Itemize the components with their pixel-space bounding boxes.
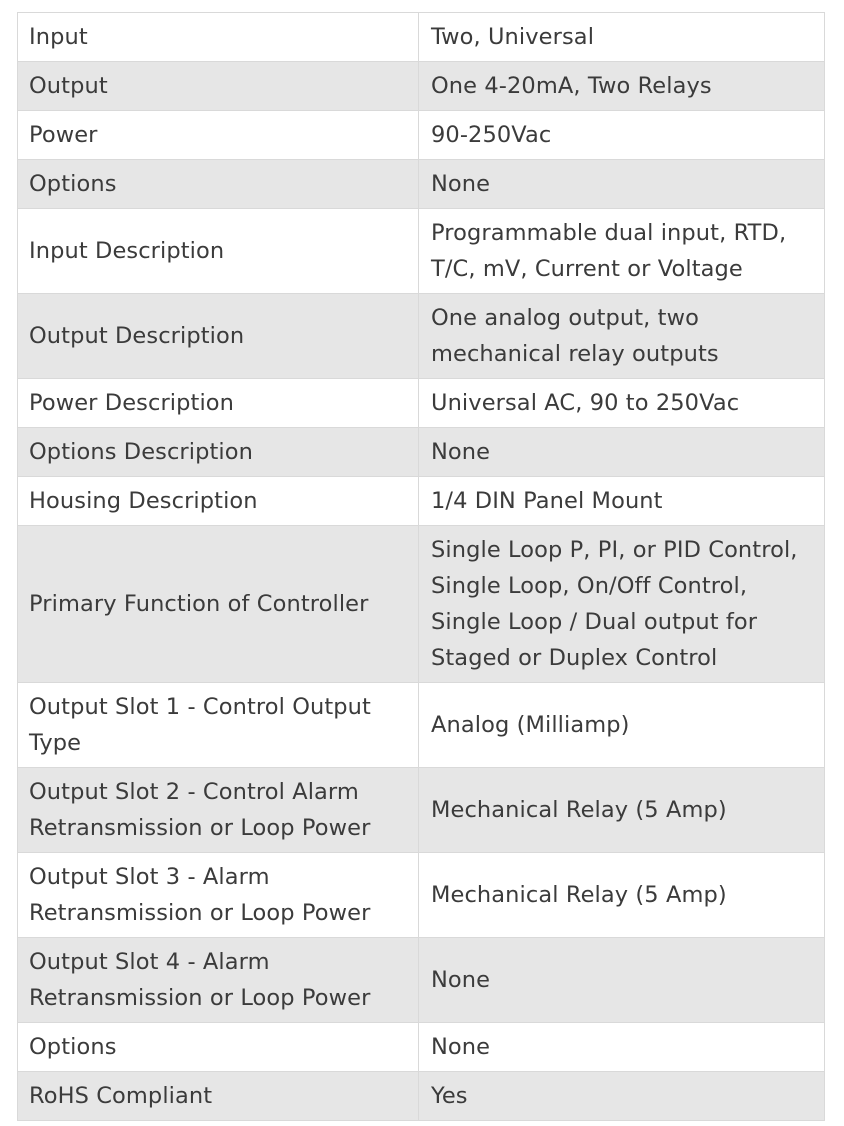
spec-value: None <box>419 1023 825 1072</box>
spec-label: Output Slot 3 - Alarm Retransmission or Loop Power <box>18 853 419 938</box>
table-row <box>18 1072 825 1121</box>
spec-value: 1/4 DIN Panel Mount <box>419 477 825 526</box>
table-row <box>18 768 825 853</box>
spec-label: Options Description <box>18 428 419 477</box>
spec-label: Output Slot 1 - Control Output Type <box>18 683 419 768</box>
spec-value: 90-250Vac <box>419 111 825 160</box>
spec-value: Single Loop P, PI, or PID Control, Single Loop, On/Off Control, Single Loop / Dual output for Staged or Duplex Control <box>419 526 825 683</box>
spec-label: Power <box>18 111 419 160</box>
table-row <box>18 379 825 428</box>
spec-label: Options <box>18 1023 419 1072</box>
table-row <box>18 683 825 768</box>
spec-value: Mechanical Relay (5 Amp) <box>419 768 825 853</box>
spec-value: Mechanical Relay (5 Amp) <box>419 853 825 938</box>
spec-label: Input <box>18 13 419 62</box>
table-row <box>18 294 825 379</box>
spec-value: Universal AC, 90 to 250Vac <box>419 379 825 428</box>
spec-label: RoHS Compliant <box>18 1072 419 1121</box>
spec-value: Two, Universal <box>419 13 825 62</box>
spec-value: Analog (Milliamp) <box>419 683 825 768</box>
spec-label: Primary Function of Controller <box>18 526 419 683</box>
spec-value: None <box>419 428 825 477</box>
spec-label: Power Description <box>18 379 419 428</box>
spec-label: Output <box>18 62 419 111</box>
table-row <box>18 62 825 111</box>
spec-value: Yes <box>419 1072 825 1121</box>
table-row <box>18 13 825 62</box>
spec-value: One 4-20mA, Two Relays <box>419 62 825 111</box>
table-row <box>18 111 825 160</box>
table-row <box>18 209 825 294</box>
spec-value: None <box>419 938 825 1023</box>
table-row <box>18 477 825 526</box>
table-row <box>18 428 825 477</box>
table-row <box>18 526 825 683</box>
table-row <box>18 1023 825 1072</box>
spec-label: Output Description <box>18 294 419 379</box>
spec-value: One analog output, two mechanical relay outputs <box>419 294 825 379</box>
spec-label: Output Slot 4 - Alarm Retransmission or Loop Power <box>18 938 419 1023</box>
spec-table <box>17 12 825 1121</box>
spec-label: Input Description <box>18 209 419 294</box>
spec-label: Housing Description <box>18 477 419 526</box>
spec-label: Output Slot 2 - Control Alarm Retransmission or Loop Power <box>18 768 419 853</box>
spec-value: Programmable dual input, RTD, T/C, mV, Current or Voltage <box>419 209 825 294</box>
table-row <box>18 160 825 209</box>
table-row <box>18 853 825 938</box>
table-row <box>18 938 825 1023</box>
spec-label: Options <box>18 160 419 209</box>
spec-value: None <box>419 160 825 209</box>
